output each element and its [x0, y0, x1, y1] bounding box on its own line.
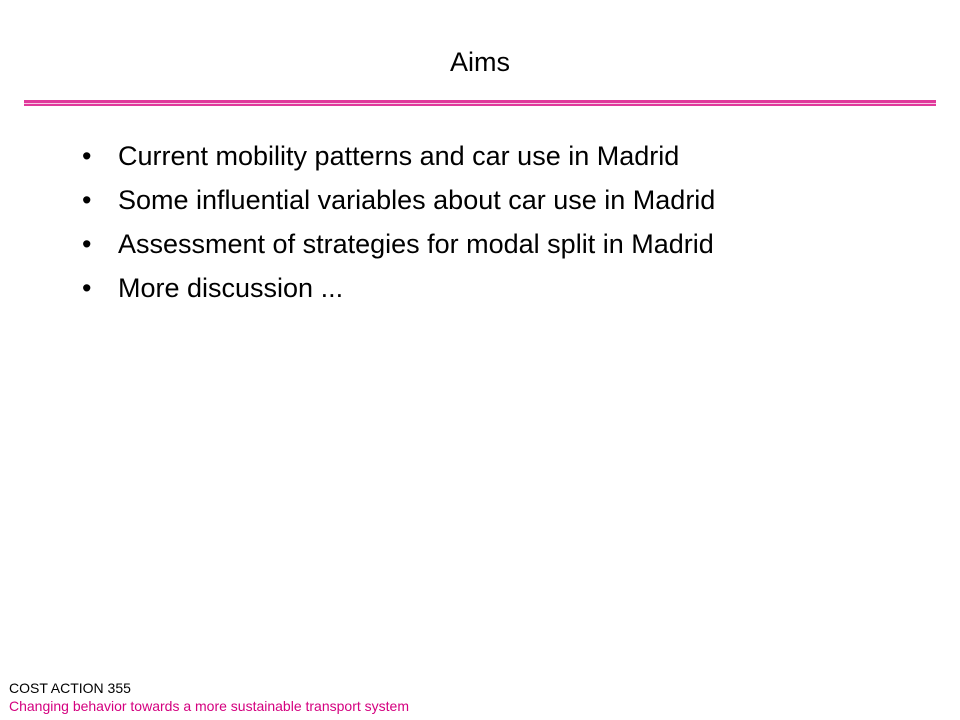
bullet-item [82, 178, 715, 222]
divider-line-bottom [24, 104, 936, 106]
slide-title: Aims [450, 47, 510, 77]
footer [9, 679, 409, 715]
bullet-list [82, 134, 715, 310]
bullet-text: Assessment of strategies for modal split in Madrid [118, 229, 714, 259]
bullet-item [82, 134, 715, 178]
bullet-dot-icon: • [82, 229, 92, 259]
bullet-dot-icon: • [82, 273, 92, 303]
footer-action-label: COST ACTION 355 [9, 680, 131, 696]
bullet-text: Current mobility patterns and car use in Madrid [118, 141, 680, 171]
bullet-item [82, 222, 715, 266]
bullet-dot-icon: • [82, 185, 92, 215]
bullet-text: Some influential variables about car use in Madrid [118, 185, 716, 215]
bullet-dot-icon: • [82, 141, 92, 171]
bullet-item [82, 266, 715, 310]
title-divider [24, 100, 936, 106]
footer-subtitle: Changing behavior towards a more sustainable transport system [9, 698, 409, 714]
bullet-text: More discussion ... [118, 273, 344, 303]
